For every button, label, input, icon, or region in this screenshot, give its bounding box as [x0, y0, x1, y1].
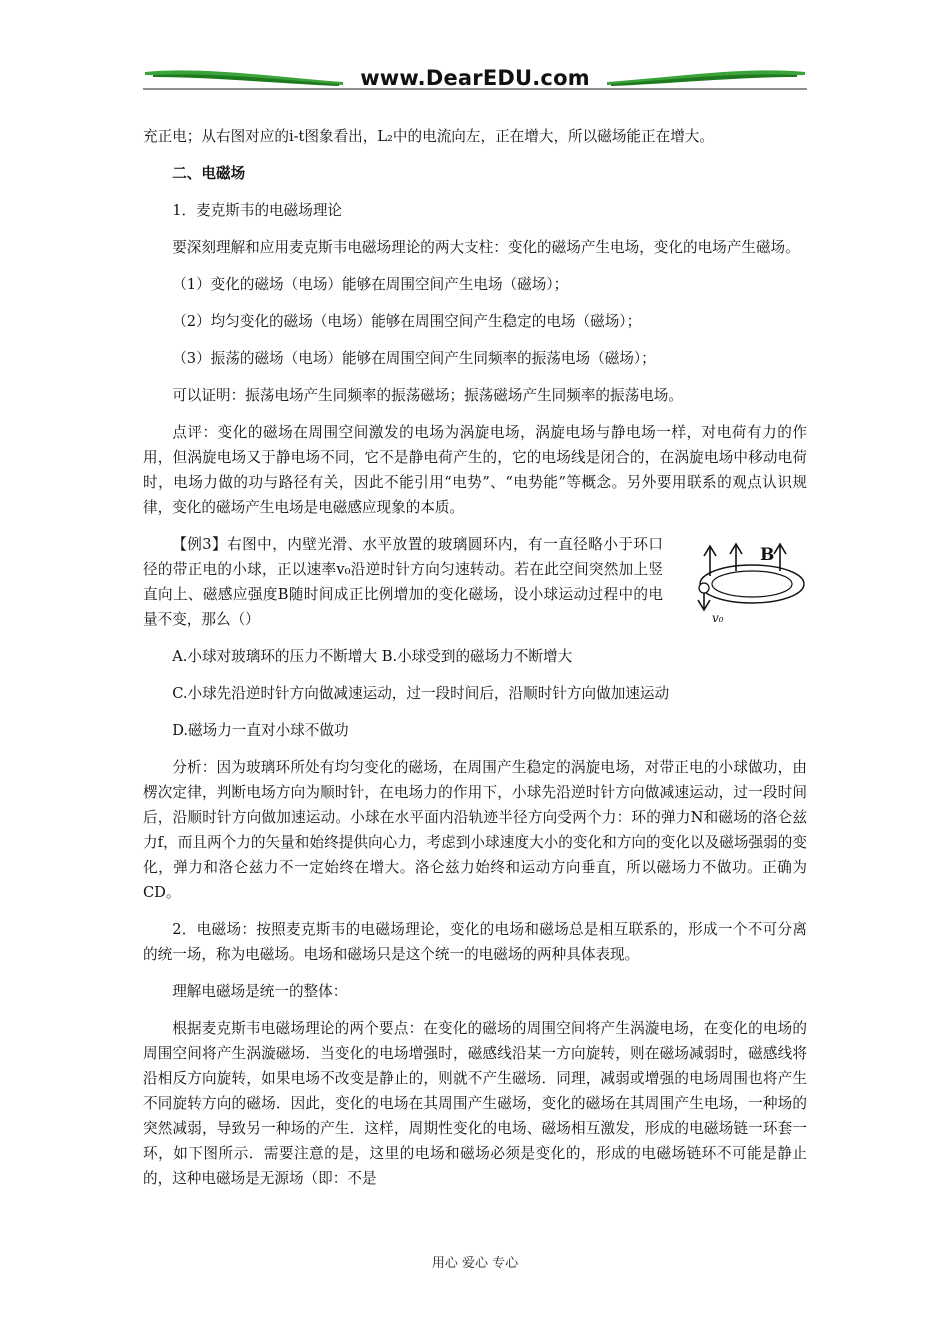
page-footer: 用心 爱心 专心	[431, 1256, 519, 1271]
option-d: D.磁场力一直对小球不做功	[172, 722, 349, 739]
paragraph-understanding: 理解电磁场是统一的整体：	[172, 983, 348, 1000]
section-heading: 二、电磁场	[172, 165, 246, 182]
list-item-1: （1）变化的磁场（电场）能够在周围空间产生电场（磁场）；	[172, 276, 569, 293]
paragraph-em-field: 2．电磁场：按照麦克斯韦的电磁场理论，变化的电场和磁场总是相互联系的，形成一个不可分离的统一场，称为电磁场。电场和磁场只是这个统一的电磁场的两种具体表现。	[143, 921, 807, 963]
paragraph-comment: 点评：变化的磁场在周围空间激发的电场为涡旋电场，涡旋电场与静电场一样，对电荷有力的作用，但涡旋电场又于静电场不同，它不是静电荷产生的，它的电场线是闭合的，在涡旋电场中移动电荷时，电场力做的功与路径有关，因此不能引用“电势”、“电势能”等概念。另外要用联系的观点认识规律，变化的磁场产生电场是电磁感应现象的本质。	[143, 424, 807, 516]
paragraph-two-points: 根据麦克斯韦电磁场理论的两个要点：在变化的磁场的周围空间将产生涡漩电场，在变化的电场的周围空间将产生涡漩磁场．当变化的电场增强时，磁感线沿某一方向旋转，则在磁场减弱时，磁感线将沿相反方向旋转，如果电场不改变是静止的，则就不产生磁场．同理，减弱或增强的电场周围也将产生不同旋转方向的磁场．因此，变化的电场在其周围产生磁场，变化的磁场在其周围产生电场，一种场的突然减弱，导致另一种场的产生．这样，周期性变化的电场、磁场相互激发，形成的电磁场链一环套一环，如下图所示．需要注意的是，这里的电场和磁场必须是变化的，形成的电磁场链环不可能是静止的，这种电磁场是无源场（即：不是	[143, 1020, 807, 1187]
paragraph-continuation: 充正电；从右图对应的i-t图象看出，L₂中的电流向左，正在增大，所以磁场能正在增大。	[143, 128, 714, 145]
label-B: B	[760, 545, 775, 565]
paragraph-proof: 可以证明：振荡电场产生同频率的振荡磁场；振荡磁场产生同频率的振荡电场。	[172, 387, 683, 404]
example-3	[143, 532, 807, 632]
subheading-maxwell-theory: 1．麦克斯韦的电磁场理论	[172, 202, 343, 219]
site-title: www.DearEDU.com	[360, 66, 590, 90]
label-v0: v₀	[712, 611, 724, 625]
ring-magnetic-field-figure	[692, 536, 807, 628]
example-3-question: 【例3】右图中，内壁光滑、水平放置的玻璃圆环内，有一直径略小于环口径的带正电的小球，正以速率v₀沿逆时针方向匀速转动。若在此空间突然加上竖直向上、磁感应强度B随时间成正比例增加的变化磁场，设小球运动过程中的电量不变，那么（）	[143, 536, 663, 628]
option-a-b: A.小球对玻璃环的压力不断增大 B.小球受到的磁场力不断增大	[172, 648, 573, 665]
header-banner	[143, 64, 807, 94]
paragraph-two-pillars: 要深刻理解和应用麦克斯韦电磁场理论的两大支柱：变化的磁场产生电场，变化的电场产生磁场。	[172, 239, 800, 256]
document-body	[143, 124, 807, 1203]
paragraph-analysis: 分析：因为玻璃环所处有均匀变化的磁场，在周围产生稳定的涡旋电场，对带正电的小球做功，由楞次定律，判断电场方向为顺时针，在电场力的作用下，小球先沿逆时针方向做减速运动，过一段时间后，沿顺时针方向做加速运动。小球在水平面内沿轨迹半径方向受两个力：环的弹力N和磁场的洛仑兹力f，而且两个力的矢量和始终提供向心力，考虑到小球速度大小的变化和方向的变化以及磁场强弱的变化，弹力和洛仑兹力不一定始终在增大。洛仑兹力始终和运动方向垂直，所以磁场力不做功。正确为CD。	[143, 759, 807, 901]
option-c: C.小球先沿逆时针方向做减速运动，过一段时间后，沿顺时针方向做加速运动	[172, 685, 670, 702]
list-item-3: （3）振荡的磁场（电场）能够在周围空间产生同频率的振荡电场（磁场）；	[172, 350, 656, 367]
list-item-2: （2）均匀变化的磁场（电场）能够在周围空间产生稳定的电场（磁场）；	[172, 313, 642, 330]
